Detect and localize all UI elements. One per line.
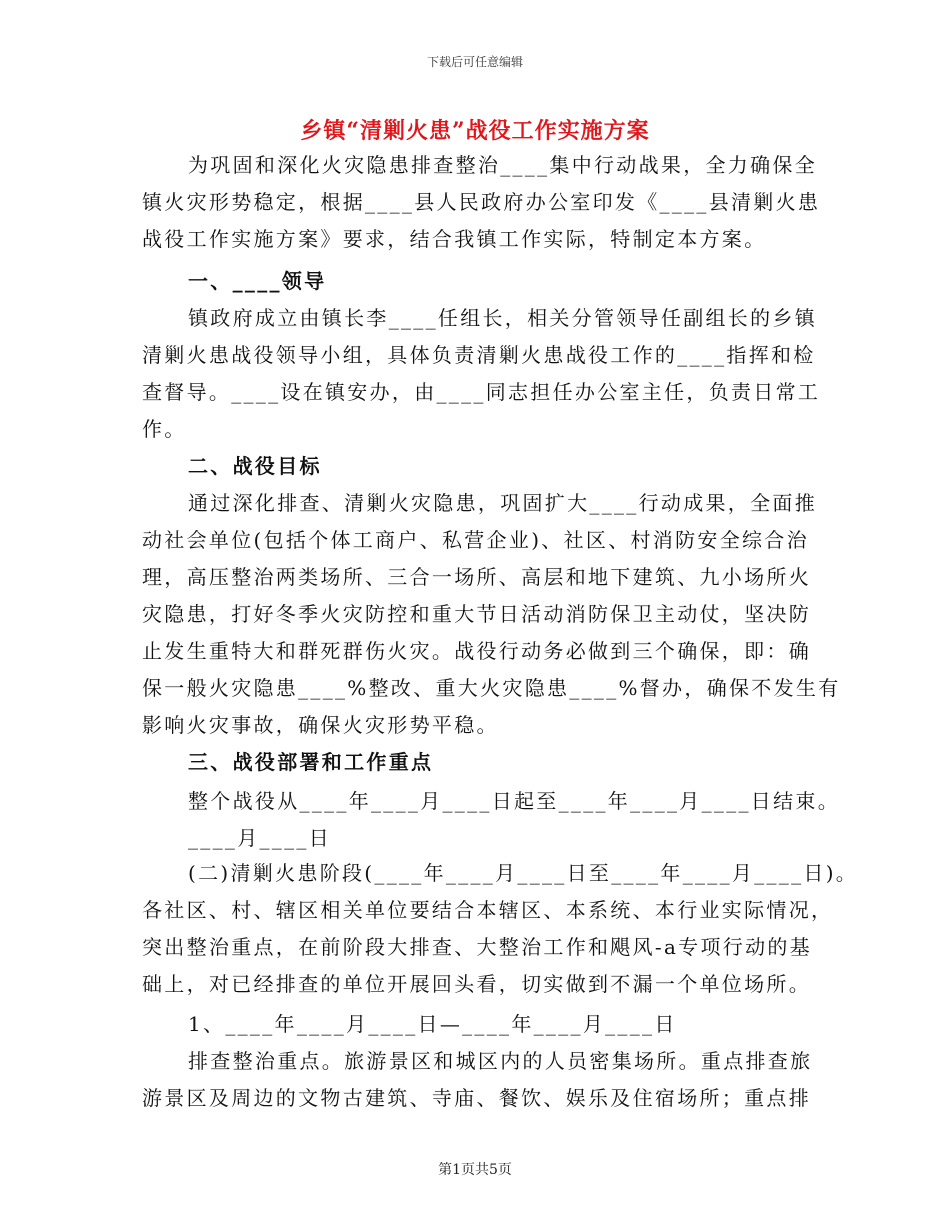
paragraph-line: 战役工作实施方案》要求，结合我镇工作实际，特制定本方案。 <box>142 227 767 251</box>
paragraph-line: 影响火灾事故，确保火灾形势平稳。 <box>142 713 499 737</box>
paragraph-line: 灾隐患，打好冬季火灾防控和重大节日活动消防保卫主动仗，坚决防 <box>142 602 811 626</box>
paragraph-line: ____月____日 <box>188 826 331 850</box>
paragraph-line: 镇火灾形势稳定，根据____县人民政府办公室印发《____县清剿火患 <box>142 190 821 214</box>
page-footer: 第1页共5页 <box>438 1162 512 1178</box>
paragraph-line: 查督导。____设在镇安办，由____同志担任办公室主任，负责日常工 <box>142 380 821 404</box>
section-heading: 一、____领导 <box>188 269 327 293</box>
paragraph-line: 突出整治重点，在前阶段大排查、大整治工作和飓风-a专项行动的基 <box>142 935 812 959</box>
paragraph-line: 1、____年____月____日—____年____月____日 <box>188 1012 677 1036</box>
paragraph-line: 保一般火灾隐患____%整改、重大火灾隐患____%督办，确保不发生有 <box>142 676 841 700</box>
section-heading: 二、战役目标 <box>188 454 322 478</box>
paragraph-line: 通过深化排查、清剿火灾隐患，巩固扩大____行动成果，全面推 <box>188 491 817 515</box>
paragraph-line: 排查整治重点。旅游景区和城区内的人员密集场所。重点排查旅 <box>188 1049 813 1073</box>
paragraph-line: (二)清剿火患阶段(____年____月____日至____年____月____日)。 <box>188 861 859 885</box>
paragraph-line: 整个战役从____年____月____日起至____年____月____日结束。 <box>188 789 840 813</box>
paragraph-line: 清剿火患战役领导小组，具体负责清剿火患战役工作的____指挥和检 <box>142 343 816 367</box>
paragraph-line: 各社区、村、辖区相关单位要结合本辖区、本系统、本行业实际情况， <box>142 898 834 922</box>
section-heading: 三、战役部署和工作重点 <box>188 750 434 774</box>
document-title: 乡镇“清剿火患”战役工作实施方案 <box>300 118 650 144</box>
paragraph-line: 游景区及周边的文物古建筑、寺庙、餐饮、娱乐及住宿场所；重点排 <box>142 1086 811 1110</box>
paragraph-line: 理，高压整治两类场所、三合一场所、高层和地下建筑、九小场所火 <box>142 565 811 589</box>
paragraph-line: 止发生重特大和群死群伤火灾。战役行动务必做到三个确保，即：确 <box>142 639 811 663</box>
paragraph-line: 础上，对已经排查的单位开展回头看，切实做到不漏一个单位场所。 <box>142 972 811 996</box>
paragraph-line: 动社会单位(包括个体工商户、私营企业)、社区、村消防安全综合治 <box>142 528 809 552</box>
paragraph-line: 为巩固和深化火灾隐患排查整治____集中行动战果，全力确保全 <box>188 153 817 177</box>
header-note: 下载后可任意编辑 <box>426 55 523 69</box>
paragraph-line: 作。 <box>142 417 187 441</box>
paragraph-line: 镇政府成立由镇长李____任组长，相关分管领导任副组长的乡镇 <box>188 306 817 330</box>
